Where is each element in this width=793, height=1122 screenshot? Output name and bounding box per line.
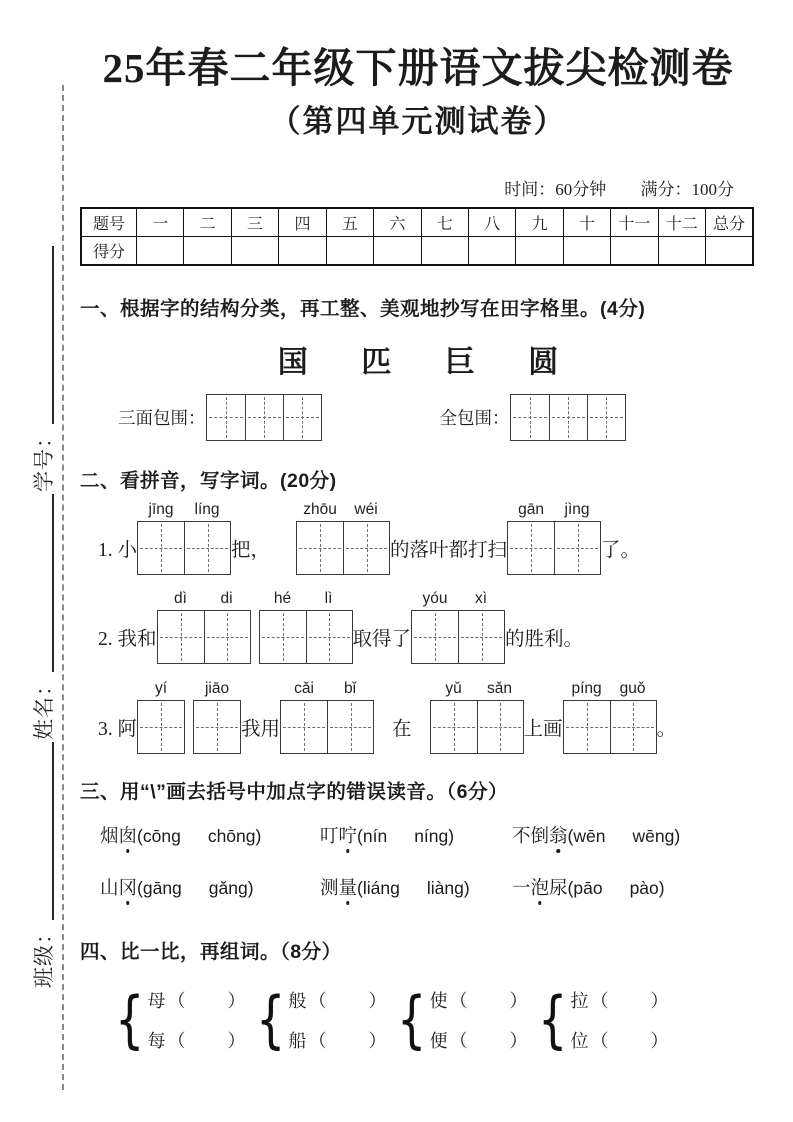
- q3-item: [320, 822, 512, 848]
- tianzige-cell[interactable]: [158, 611, 204, 663]
- sentence-text: 3. 阿: [98, 718, 138, 740]
- reading-options[interactable]: (gāng gǎng): [137, 877, 254, 898]
- section-3-heading: 三、用“\”画去括号中加点字的错误读音。（6分）: [80, 780, 509, 803]
- student-id-blank[interactable]: [32, 246, 54, 424]
- pinyin-syllable: jìng: [564, 500, 590, 518]
- brace-icon: [538, 978, 568, 1062]
- pinyin-syllable: yǔ: [445, 679, 462, 697]
- sentence-text: 。: [656, 718, 677, 740]
- reading-b: chōng: [207, 825, 256, 846]
- word-text: 烟: [100, 826, 119, 847]
- reading-b: níng: [414, 825, 449, 846]
- pinyin-syllable: dì: [174, 589, 187, 607]
- col-header: 九: [516, 208, 563, 237]
- compare-pair: { 母 （ ） 每 （ ）: [110, 978, 251, 1062]
- col-header: 七: [421, 208, 468, 237]
- paper-subtitle: （第四单元测试卷）: [269, 103, 567, 139]
- score-cell[interactable]: [516, 236, 563, 265]
- pair-char-top: 母: [147, 990, 166, 1011]
- char-ju: 巨: [444, 345, 475, 379]
- sentence-text: 取得了: [352, 628, 412, 650]
- word-text: 测: [320, 878, 339, 899]
- seal-dashed-line: [62, 85, 64, 1090]
- student-info-sidebar: [28, 116, 58, 988]
- score-table-header-row: [81, 208, 753, 237]
- pinyin-syllable: wéi: [354, 500, 378, 518]
- col-header: 六: [374, 208, 421, 237]
- section-2-heading: 二、看拼音，写字词。(20分): [80, 469, 337, 492]
- tianzige-cell[interactable]: [207, 395, 245, 440]
- full-score-info: 满分：100分: [640, 179, 734, 199]
- pinyin-syllable: cǎi: [294, 679, 314, 697]
- score-cell[interactable]: [658, 236, 705, 265]
- pinyin-syllable: xì: [475, 589, 488, 607]
- col-header: 三: [231, 208, 278, 237]
- tianzige-cell[interactable]: [508, 522, 554, 574]
- tianzige-cell[interactable]: [554, 522, 600, 574]
- q2-sentence-1: [80, 501, 756, 575]
- tianzige-cell[interactable]: [549, 395, 587, 440]
- q3-item: [100, 874, 320, 900]
- q3-item: [512, 822, 680, 848]
- sentence-text: 在: [392, 718, 412, 740]
- word-text: 一: [512, 878, 531, 899]
- name-blank[interactable]: [32, 494, 54, 672]
- pinyin-grid: [259, 590, 353, 664]
- reading-b: gǎng: [208, 877, 248, 898]
- compare-pair: { 使 （ ） 便 （ ）: [392, 978, 533, 1062]
- q3-item: [320, 874, 512, 900]
- word-text: 尿: [549, 878, 568, 899]
- section-1-characters: [80, 337, 756, 381]
- sentence-text: 上画: [523, 718, 563, 740]
- dotted-char: 量: [339, 874, 358, 900]
- exam-meta: [80, 175, 756, 200]
- reading-a: pāo: [573, 877, 603, 898]
- pinyin-syllable: lì: [324, 589, 333, 607]
- tianzige-cell[interactable]: [281, 701, 327, 753]
- word-text: 山: [100, 878, 119, 899]
- pinyin-grid: [411, 590, 505, 664]
- pinyin-grid: [193, 680, 241, 754]
- score-cell[interactable]: [421, 236, 468, 265]
- reading-a: gāng: [142, 877, 182, 898]
- pinyin-grid: [280, 680, 374, 754]
- word-text: 不倒: [512, 826, 550, 847]
- col-header: 五: [326, 208, 373, 237]
- score-row-label: 得分: [81, 236, 137, 265]
- reading-options[interactable]: (cōng chōng): [137, 825, 262, 846]
- section-1-grids-row: [80, 394, 756, 441]
- score-cell[interactable]: [184, 236, 231, 265]
- score-cell[interactable]: [231, 236, 278, 265]
- pinyin-syllable: di: [220, 589, 233, 607]
- char-pi: 匹: [361, 345, 392, 379]
- class-blank[interactable]: [32, 742, 54, 920]
- col-header: 十二: [658, 208, 705, 237]
- q3-row-2: [80, 874, 756, 900]
- tianzige-cell[interactable]: [343, 522, 389, 574]
- brace-icon: [256, 978, 286, 1062]
- score-row: [81, 236, 753, 265]
- q2-sentence-2: [80, 590, 756, 664]
- sentence-text: 我用: [241, 718, 281, 740]
- tianzige-cell[interactable]: [184, 522, 230, 574]
- tianzige-cell[interactable]: [138, 522, 184, 574]
- sentence-text: 2. 我和: [98, 628, 157, 650]
- pinyin-grid: [507, 501, 601, 575]
- pinyin-grid: [137, 680, 185, 754]
- tianzige-cell[interactable]: [283, 395, 321, 440]
- score-cell[interactable]: [137, 236, 184, 265]
- tianzige-cell[interactable]: [587, 395, 625, 440]
- section-1-heading: 一、根据字的结构分类，再工整、美观地抄写在田字格里。(4分): [80, 297, 646, 320]
- col-header: 总分: [706, 208, 753, 237]
- char-yuan: 圆: [528, 345, 559, 379]
- reading-options[interactable]: (wēn wēng): [567, 825, 681, 846]
- pinyin-syllable: jiāo: [204, 679, 230, 697]
- word-text: 叮: [320, 826, 339, 847]
- pair-char-bottom: 船: [288, 1030, 307, 1051]
- reading-a: wēn: [573, 825, 606, 846]
- col-header: 四: [279, 208, 326, 237]
- q3-item: [100, 822, 320, 848]
- pair-char-bottom: 便: [429, 1030, 448, 1051]
- sentence-text: 的胜利。: [505, 628, 584, 650]
- tianzige-cell[interactable]: [306, 611, 352, 663]
- col-header: 八: [468, 208, 515, 237]
- q3-row-1: [80, 822, 756, 848]
- score-cell[interactable]: [279, 236, 326, 265]
- sentence-text: 的落叶都打扫: [390, 539, 508, 561]
- tianzige-cell[interactable]: [204, 611, 250, 663]
- reading-options[interactable]: (pāo pào): [567, 877, 665, 898]
- reading-a: liáng: [362, 877, 400, 898]
- time-info: 时间：60分钟: [504, 179, 607, 199]
- dotted-char: 咛: [339, 822, 358, 848]
- class-label: 班级：: [32, 922, 56, 988]
- pair-char-top: 使: [429, 990, 448, 1011]
- pinyin-syllable: guǒ: [619, 679, 646, 697]
- sentence-text: 了。: [601, 539, 641, 561]
- tianzige-cell[interactable]: [297, 522, 343, 574]
- student-id-label: 学号：: [32, 426, 56, 492]
- tianzige-cell[interactable]: [412, 611, 458, 663]
- pinyin-syllable: sǎn: [487, 679, 513, 697]
- full-enclosure-label: 全包围：: [439, 407, 510, 428]
- name-label: 姓名：: [32, 674, 56, 740]
- dotted-char: 泡: [531, 874, 550, 900]
- col-header: 一: [137, 208, 184, 237]
- sentence-text: 把，: [231, 539, 271, 561]
- score-cell[interactable]: [326, 236, 373, 265]
- q3-item: [512, 874, 665, 900]
- tianzige-cell[interactable]: [610, 701, 656, 753]
- compare-pair: { 般 （ ） 船 （ ）: [251, 978, 392, 1062]
- score-cell[interactable]: [374, 236, 421, 265]
- tianzige-cell[interactable]: [458, 611, 504, 663]
- brace-icon: [397, 978, 427, 1062]
- pinyin-grid: [137, 501, 231, 575]
- pinyin-grid: [296, 501, 390, 575]
- reading-b: liàng: [426, 877, 464, 898]
- pinyin-syllable: zhōu: [303, 500, 337, 518]
- reading-a: nín: [362, 825, 388, 846]
- pair-char-bottom: 每: [147, 1030, 166, 1051]
- tianzige-cell[interactable]: [511, 395, 549, 440]
- tianzige-cell[interactable]: [245, 395, 283, 440]
- main-content: [80, 0, 756, 1062]
- tianzige-cell[interactable]: [138, 701, 184, 753]
- three-side-enclosure-label: 三面包围：: [118, 407, 206, 428]
- compare-pair: { 拉 （ ） 位 （ ）: [533, 978, 668, 1062]
- pinyin-syllable: píng: [571, 679, 602, 697]
- pinyin-grid: [157, 590, 251, 664]
- tianzige-cell[interactable]: [327, 701, 373, 753]
- score-cell[interactable]: [468, 236, 515, 265]
- tianzige-cell[interactable]: [564, 701, 610, 753]
- reading-options[interactable]: (liáng liàng): [357, 877, 470, 898]
- pinyin-syllable: gān: [518, 500, 544, 518]
- pinyin-syllable: yóu: [422, 589, 448, 607]
- tianzige-cell[interactable]: [431, 701, 477, 753]
- tianzige-cell[interactable]: [194, 701, 240, 753]
- pinyin-syllable: jīng: [148, 500, 174, 518]
- pinyin-grid: [430, 680, 524, 754]
- question-number-header: 题号: [81, 208, 137, 237]
- reading-b: wēng: [632, 825, 675, 846]
- dotted-char: 冈: [119, 874, 138, 900]
- reading-b: pào: [629, 877, 659, 898]
- score-table: [80, 207, 754, 266]
- pinyin-syllable: líng: [194, 500, 220, 518]
- col-header: 二: [184, 208, 231, 237]
- score-cell[interactable]: [706, 236, 753, 265]
- score-cell[interactable]: [611, 236, 658, 265]
- pinyin-grid: [563, 680, 657, 754]
- sentence-text: 1. 小: [98, 539, 138, 561]
- q4-pairs-row: [80, 978, 756, 1062]
- tianzige-grid: [510, 394, 626, 441]
- score-cell[interactable]: [563, 236, 610, 265]
- pinyin-syllable: bǐ: [343, 679, 357, 697]
- pair-char-top: 般: [288, 990, 307, 1011]
- char-guo: 国: [277, 345, 308, 379]
- tianzige-grid: [206, 394, 322, 441]
- q2-sentence-3: [80, 680, 756, 754]
- reading-options[interactable]: (nín níng): [357, 825, 455, 846]
- tianzige-cell[interactable]: [260, 611, 306, 663]
- pair-char-top: 拉: [570, 990, 589, 1011]
- col-header: 十一: [611, 208, 658, 237]
- col-header: 十: [563, 208, 610, 237]
- paper-title: 25年春二年级下册语文拔尖检测卷: [102, 45, 734, 91]
- dotted-char: 囱: [119, 822, 138, 848]
- reading-a: cōng: [142, 825, 181, 846]
- tianzige-cell[interactable]: [477, 701, 523, 753]
- dotted-char: 翁: [549, 822, 568, 848]
- section-4-heading: 四、比一比，再组词。（8分）: [80, 940, 342, 963]
- brace-icon: [115, 978, 145, 1062]
- pinyin-syllable: hé: [273, 589, 292, 607]
- pair-char-bottom: 位: [570, 1030, 589, 1051]
- pinyin-syllable: yí: [154, 679, 168, 697]
